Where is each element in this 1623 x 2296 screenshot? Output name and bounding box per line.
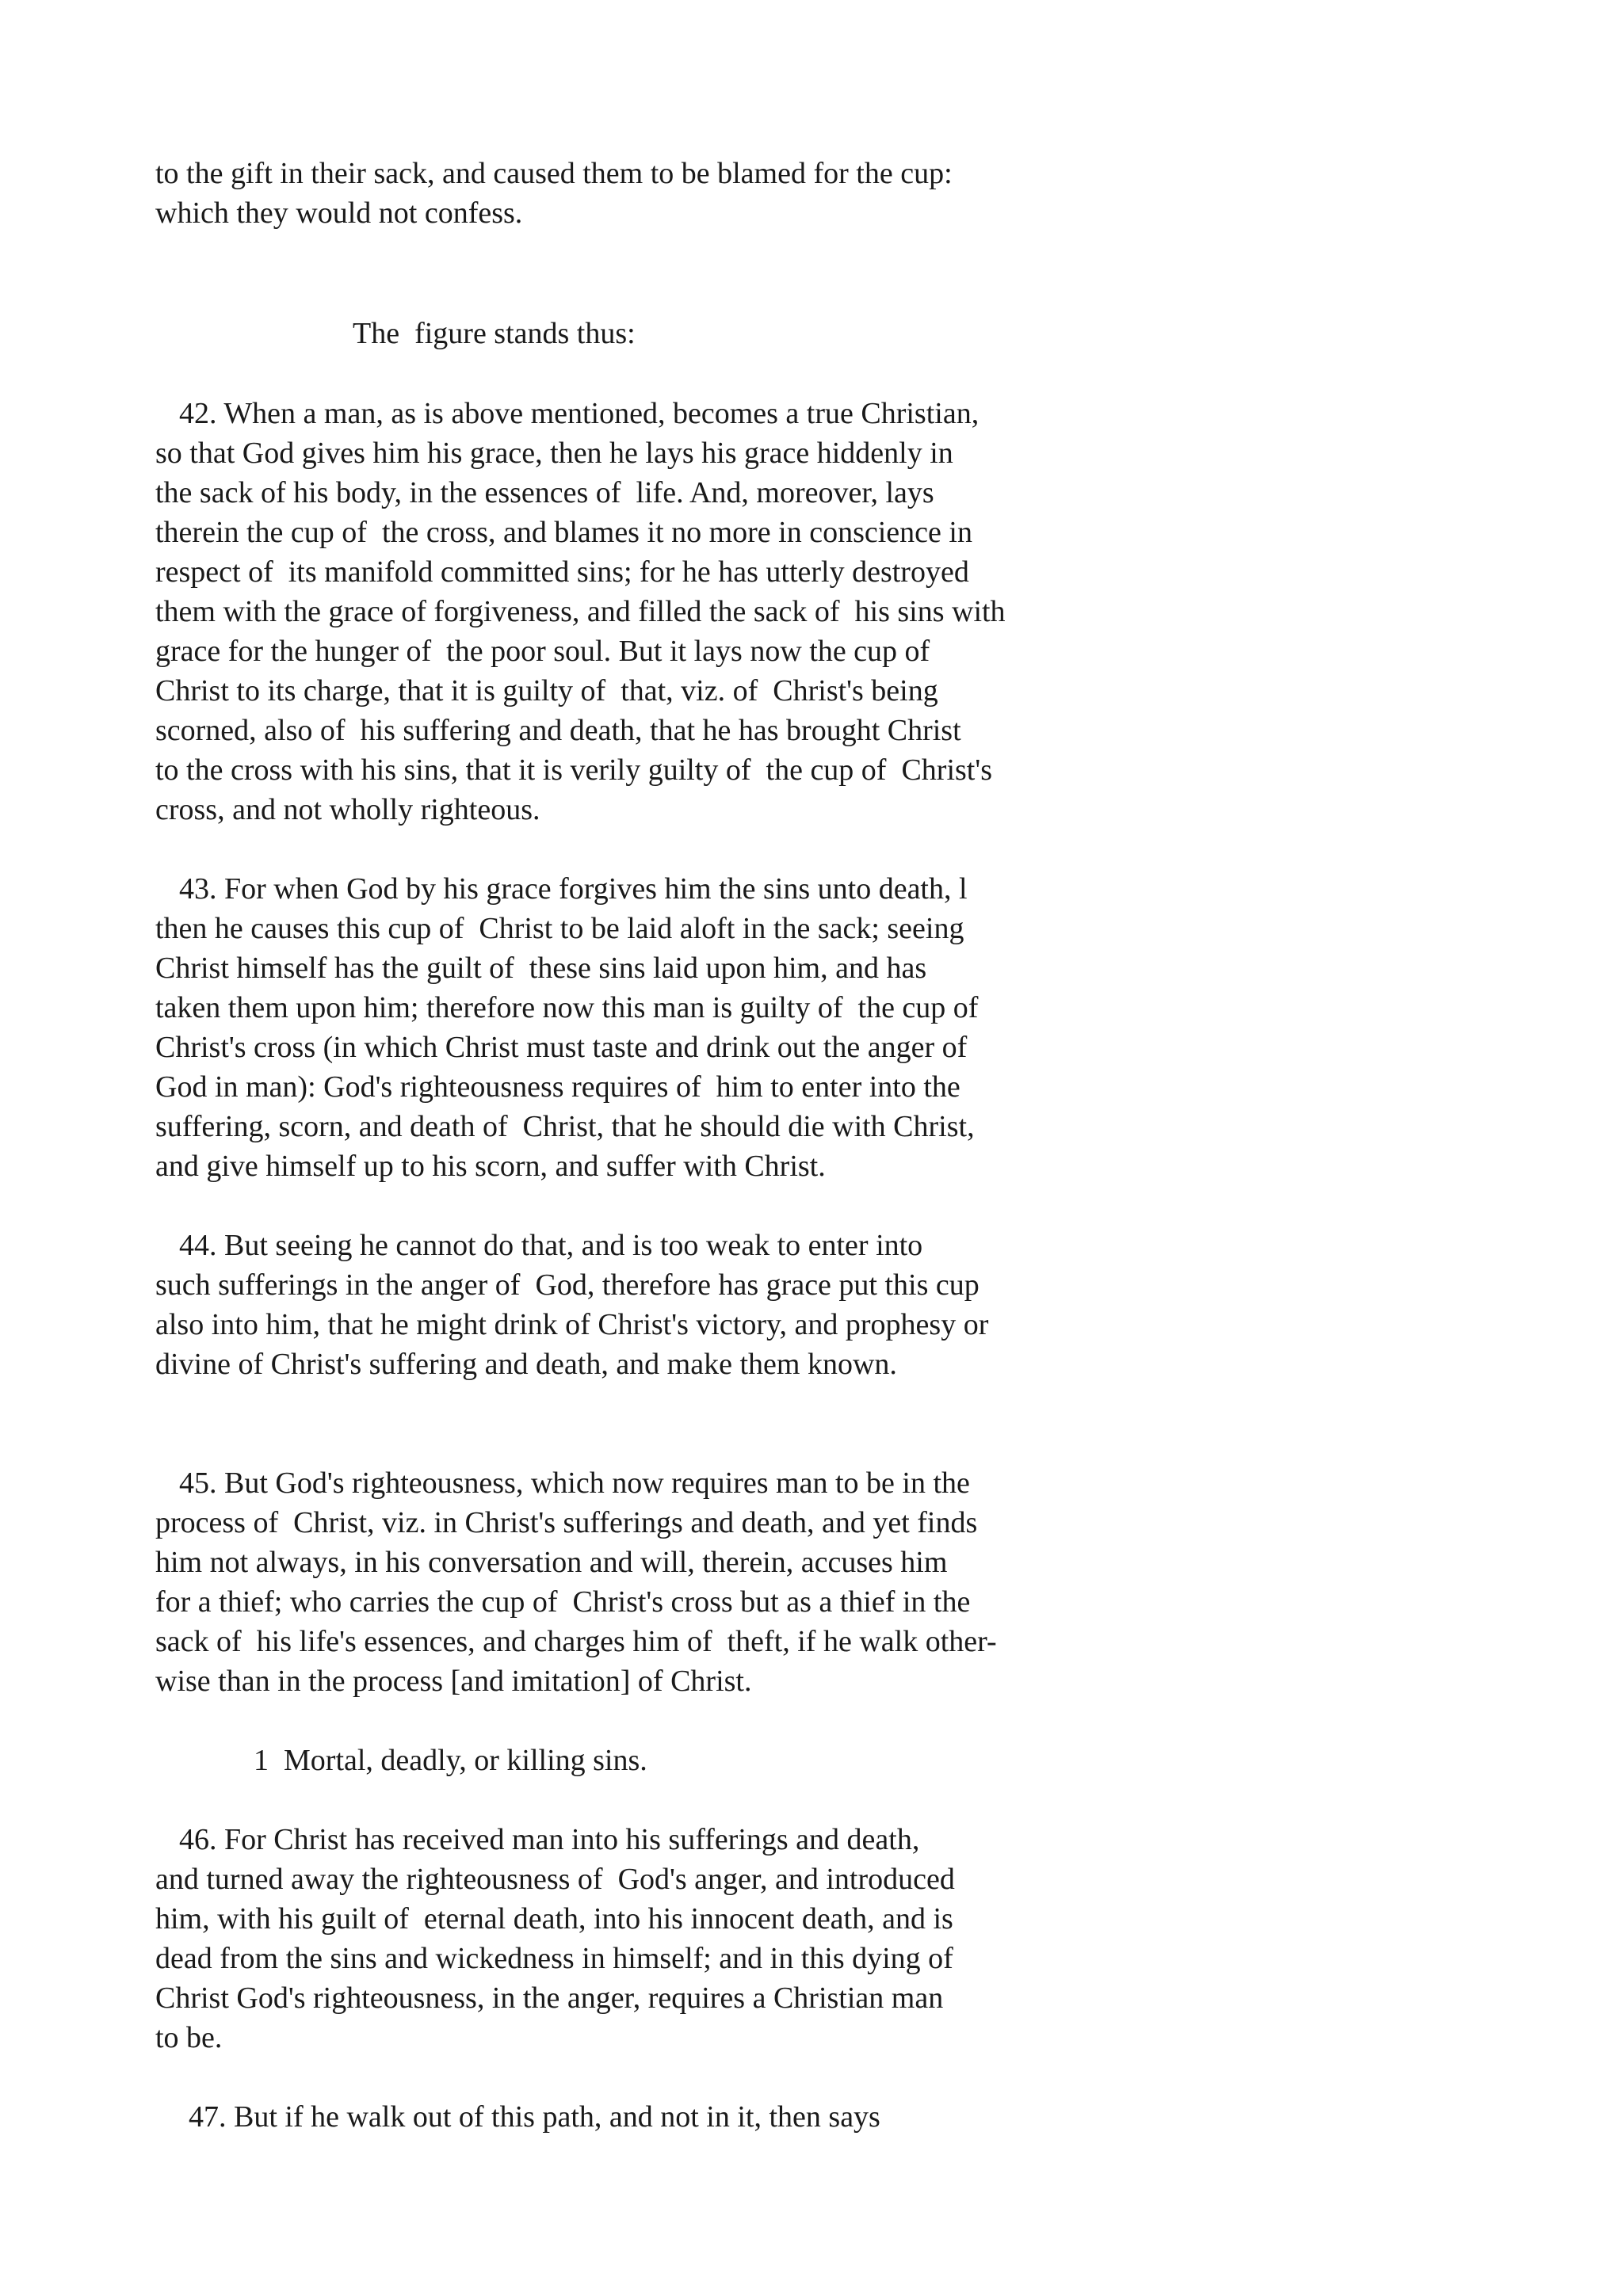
- paragraph-46-line: Christ God's righteousness, in the anger, requires a Christian man: [155, 1981, 944, 2015]
- paragraph-45-line: for a thief; who carries the cup of Christ's cross but as a thief in the: [155, 1585, 971, 1619]
- paragraph-44-line: such sufferings in the anger of God, therefore has grace put this cup: [155, 1268, 980, 1302]
- paragraph-44-line: divine of Christ's suffering and death, and make them known.: [155, 1348, 897, 1381]
- paragraph-43-line: 43. For when God by his grace forgives him the sins unto death, l: [179, 872, 968, 906]
- paragraph-42-line: the sack of his body, in the essences of life. And, moreover, lays: [155, 476, 934, 509]
- paragraph-44-line: 44. But seeing he cannot do that, and is too weak to enter into: [179, 1229, 923, 1262]
- paragraph-42-line: respect of its manifold committed sins; for he has utterly destroyed: [155, 555, 969, 589]
- text-line: to the gift in their sack, and caused them to be blamed for the cup:: [155, 157, 953, 190]
- paragraph-44-line: also into him, that he might drink of Christ's victory, and prophesy or: [155, 1308, 989, 1341]
- paragraph-46-line: and turned away the righteousness of God's anger, and introduced: [155, 1863, 955, 1896]
- paragraph-46-line: dead from the sins and wickedness in himself; and in this dying of: [155, 1942, 953, 1975]
- paragraph-46-line: to be.: [155, 2021, 223, 2054]
- paragraph-43-line: God in man): God's righteousness requires of him to enter into the: [155, 1070, 960, 1104]
- paragraph-46-line: him, with his guilt of eternal death, into his innocent death, and is: [155, 1902, 953, 1936]
- paragraph-43-line: taken them upon him; therefore now this man is guilty of the cup of: [155, 991, 979, 1024]
- paragraph-45-line: 45. But God's righteousness, which now requires man to be in the: [179, 1466, 970, 1500]
- paragraph-45-line: him not always, in his conversation and will, therein, accuses him: [155, 1546, 948, 1579]
- text-line: which they would not confess.: [155, 196, 523, 230]
- footnote: 1 Mortal, deadly, or killing sins.: [254, 1744, 647, 1777]
- paragraph-45-line: sack of his life's essences, and charges him of theft, if he walk other-: [155, 1625, 997, 1658]
- paragraph-42-line: them with the grace of forgiveness, and filled the sack of his sins with: [155, 595, 1006, 628]
- paragraph-43-line: suffering, scorn, and death of Christ, that he should die with Christ,: [155, 1110, 975, 1143]
- paragraph-42-line: to the cross with his sins, that it is verily guilty of the cup of Christ's: [155, 753, 993, 787]
- paragraph-43-line: and give himself up to his scorn, and suffer with Christ.: [155, 1150, 826, 1183]
- paragraph-43-line: Christ's cross (in which Christ must taste and drink out the anger of: [155, 1031, 968, 1064]
- paragraph-42-line: so that God gives him his grace, then he lays his grace hiddenly in: [155, 437, 953, 470]
- paragraph-45-line: process of Christ, viz. in Christ's sufferings and death, and yet finds: [155, 1506, 978, 1539]
- paragraph-46-line: 46. For Christ has received man into his sufferings and death,: [179, 1823, 920, 1856]
- paragraph-43-line: then he causes this cup of Christ to be laid aloft in the sack; seeing: [155, 912, 964, 945]
- paragraph-42-line: Christ to its charge, that it is guilty of that, viz. of Christ's being: [155, 674, 938, 707]
- paragraph-42-line: 42. When a man, as is above mentioned, becomes a true Christian,: [179, 397, 980, 430]
- paragraph-42-line: cross, and not wholly righteous.: [155, 793, 540, 826]
- section-heading: The figure stands thus:: [353, 317, 636, 350]
- paragraph-42-line: scorned, also of his suffering and death, that he has brought Christ: [155, 714, 961, 747]
- paragraph-43-line: Christ himself has the guilt of these sins laid upon him, and has: [155, 952, 927, 985]
- paragraph-42-line: grace for the hunger of the poor soul. But it lays now the cup of: [155, 635, 930, 668]
- paragraph-42-line: therein the cup of the cross, and blames it no more in conscience in: [155, 516, 972, 549]
- paragraph-45-line: wise than in the process [and imitation] of Christ.: [155, 1665, 752, 1698]
- paragraph-47-line: 47. But if he walk out of this path, and not in it, then says: [189, 2100, 880, 2134]
